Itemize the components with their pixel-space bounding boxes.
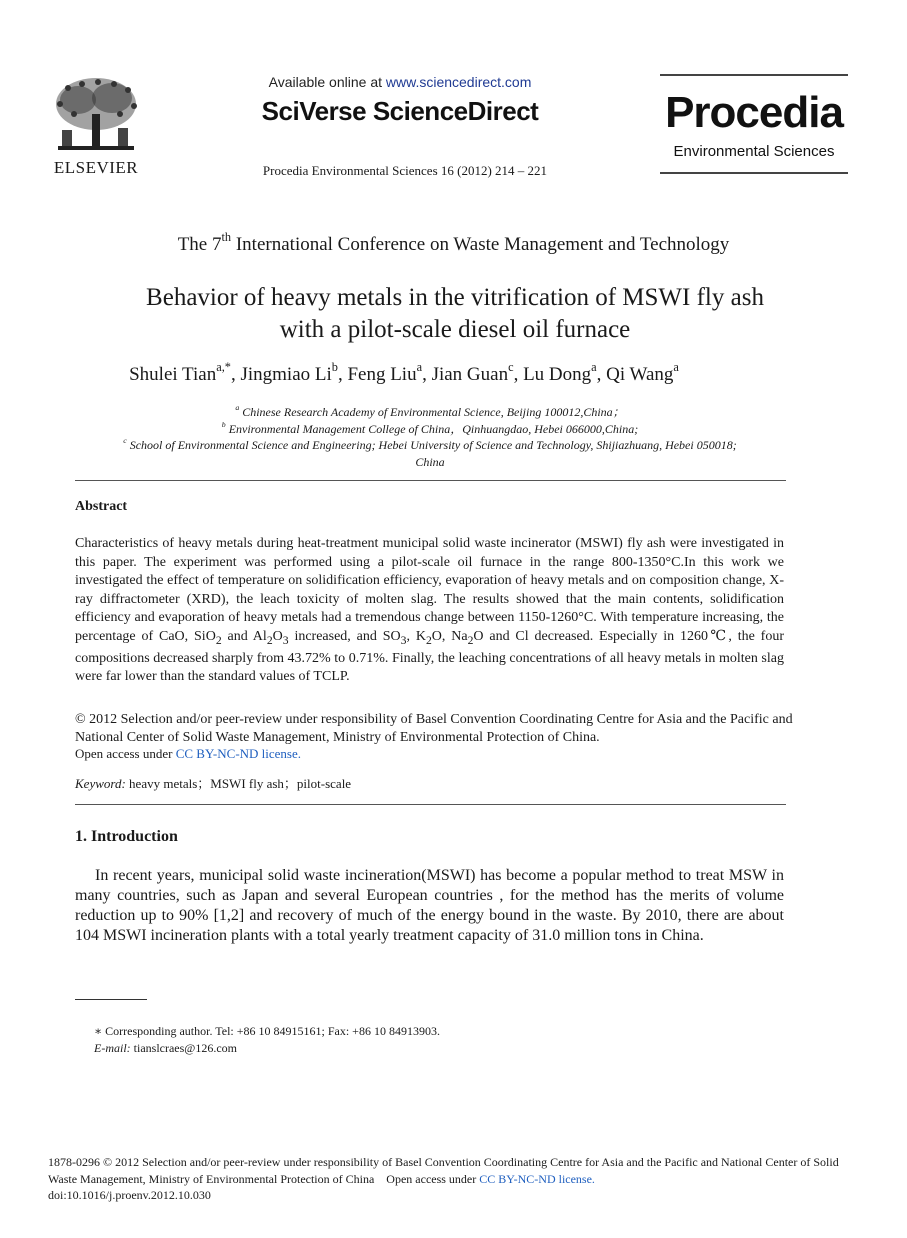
journal-subtitle: Environmental Sciences: [673, 143, 835, 160]
available-prefix: Available online at: [268, 74, 386, 90]
footer-issn-text: 1878-0296 © 2012 Selection and/or peer-review under responsibility of Basel Convention Coordinating Centre for Asia and the Pacific and National Center of Solid Waste Management, Ministry of Environmental Protection of China: [48, 1155, 839, 1186]
divider: [660, 74, 848, 76]
divider: [75, 480, 786, 481]
abstract-part: Characteristics of heavy metals during heat-treatment municipal solid waste incinerator (MSWI) fly ash were investigated in this paper. The experiment was performed using a pilot-scale oil furnace in the range 800-1350°C.In this work we investigated the effect of temperature on solidification efficiency, evaporation of heavy metals and on composition change, X-ray diffractometer (XRD), the leach toxicity of molten slag. The results showed that the main contents, solidification efficiency and evaporation of heavy metals had a tremendous change between 1150-1260°C. With temperature increasing, the percentage of CaO, SiO: [75, 536, 784, 644]
publisher-name: ELSEVIER: [53, 158, 139, 177]
divider: [660, 172, 848, 174]
introduction-paragraph: In recent years, municipal solid waste incineration(MSWI) has become a popular method to treat MSW in many countries, such as Japan and several European countries , for the method has the merits of volume reduction up to 90% [1,2] and recovery of much of the energy bound in the waste. By 2010, there are about 104 MSWI incineration plants with a total yearly treatment capacity of 31.0 million tons in China.: [75, 867, 784, 944]
author-name: Qi Wang: [606, 364, 674, 385]
affil-text: Environmental Management College of China，Qinhuangdao, Hebei 066000,China;: [225, 422, 639, 436]
email-note: [94, 1041, 237, 1056]
abstract-part: increased, and SO: [288, 628, 401, 644]
conference-post: International Conference on Waste Management and Technology: [231, 234, 730, 255]
license-link[interactable]: CC BY-NC-ND license.: [175, 746, 302, 761]
subscript: 3: [400, 633, 407, 647]
footnote-divider: [75, 999, 147, 1000]
abstract-part: O and Cl decreased. Especially in 1260℃, the four compositions decreased sharply from 43.72% to 0.71%. Finally, the leaching concentrations of all heavy metals in molten slag were far lower than the standard values of TCLP.: [75, 628, 784, 685]
abstract-body: [75, 535, 784, 687]
affil-mark: b: [221, 420, 226, 430]
subscript: 2: [266, 633, 273, 647]
author-name: Lu Dong: [523, 364, 592, 385]
doi: doi:10.1016/j.proenv.2012.10.030: [48, 1188, 211, 1202]
available-online: [200, 74, 600, 90]
author-affil-mark: c: [508, 360, 514, 375]
conference-sup: th: [221, 230, 232, 245]
author-affil-mark: a: [591, 360, 597, 375]
subscript: 2: [425, 633, 432, 647]
divider: [75, 804, 786, 805]
section-heading: 1. Introduction: [75, 828, 178, 845]
author-name: Jian Guan: [431, 364, 509, 385]
author-affil-mark: a,*: [216, 360, 231, 375]
keywords: [75, 773, 351, 792]
open-access-notice: [75, 746, 301, 762]
footer-license-link[interactable]: CC BY-NC-ND license.: [479, 1172, 595, 1186]
subscript: 2: [467, 633, 474, 647]
footer-open-prefix: Open access under: [386, 1172, 480, 1186]
sciencedirect-link[interactable]: www.sciencedirect.com: [385, 74, 532, 90]
affiliation-c: [75, 438, 785, 453]
affiliation-c-cont: China: [415, 455, 445, 469]
corresponding-author-note: ∗ Corresponding author. Tel: +86 10 84915161; Fax: +86 10 84913903.: [94, 1024, 440, 1038]
author-separator: ,: [596, 364, 607, 385]
abstract-part: and Al: [221, 628, 267, 644]
keywords-text: heavy metals；MSWI fly ash；pilot-scale: [125, 776, 352, 791]
title-line-1: Behavior of heavy metals in the vitrification of MSWI fly ash: [146, 284, 764, 311]
journal-name: Procedia: [665, 88, 843, 137]
author-affil-mark: a: [416, 360, 423, 375]
author-affil-mark: b: [331, 360, 338, 375]
title-line-2: with a pilot-scale diesel oil furnace: [279, 316, 631, 343]
author-separator: ,: [513, 364, 524, 385]
abstract-heading: Abstract: [75, 499, 128, 514]
platform-name: SciVerse ScienceDirect: [261, 96, 539, 126]
conference-pre: The 7: [177, 234, 222, 255]
abstract-part: O: [272, 628, 283, 644]
email-address: tianslcraes@126.com: [130, 1041, 238, 1055]
elsevier-logo: [48, 74, 144, 178]
subscript: 2: [215, 633, 222, 647]
affiliation-b: [75, 420, 785, 437]
footer-issn: [48, 1154, 858, 1188]
author-name: Shulei Tian: [129, 364, 217, 385]
author-list: [0, 360, 799, 386]
author-separator: ,: [230, 364, 241, 385]
subscript: 3: [282, 633, 289, 647]
conference-name: [0, 230, 907, 256]
paper-title: [60, 282, 850, 346]
abstract-part: , K: [406, 628, 426, 644]
abstract-part: O, Na: [431, 628, 468, 644]
affil-text: School of Environmental Science and Engineering; Hebei University of Science and Technology, Shijiazhuang, Hebei 050018;: [126, 438, 737, 452]
copyright-notice: © 2012 Selection and/or peer-review under responsibility of Basel Convention Coordinating Centre for Asia and the Pacific and National Center of Solid Waste Management, Ministry of Environmental Protection of China.: [75, 712, 793, 745]
author-name: Feng Liu: [347, 364, 417, 385]
author-separator: ,: [422, 364, 432, 385]
open-access-prefix: Open access under: [75, 746, 176, 761]
author-name: Jingmiao Li: [240, 364, 332, 385]
affil-text: Chinese Research Academy of Environmental Science, Beijing 100012,China；: [239, 405, 625, 419]
journal-reference: Procedia Environmental Sciences 16 (2012) 214 – 221: [262, 163, 548, 178]
affiliation-a: [75, 403, 785, 420]
affil-mark: c: [123, 436, 127, 446]
elsevier-tree-icon: [48, 74, 144, 158]
author-separator: ,: [337, 364, 348, 385]
affil-mark: a: [235, 403, 240, 413]
author-affil-mark: a: [673, 360, 679, 375]
keywords-label: Keyword:: [75, 776, 126, 791]
procedia-logo: [660, 74, 848, 176]
email-label: E-mail:: [94, 1041, 131, 1055]
